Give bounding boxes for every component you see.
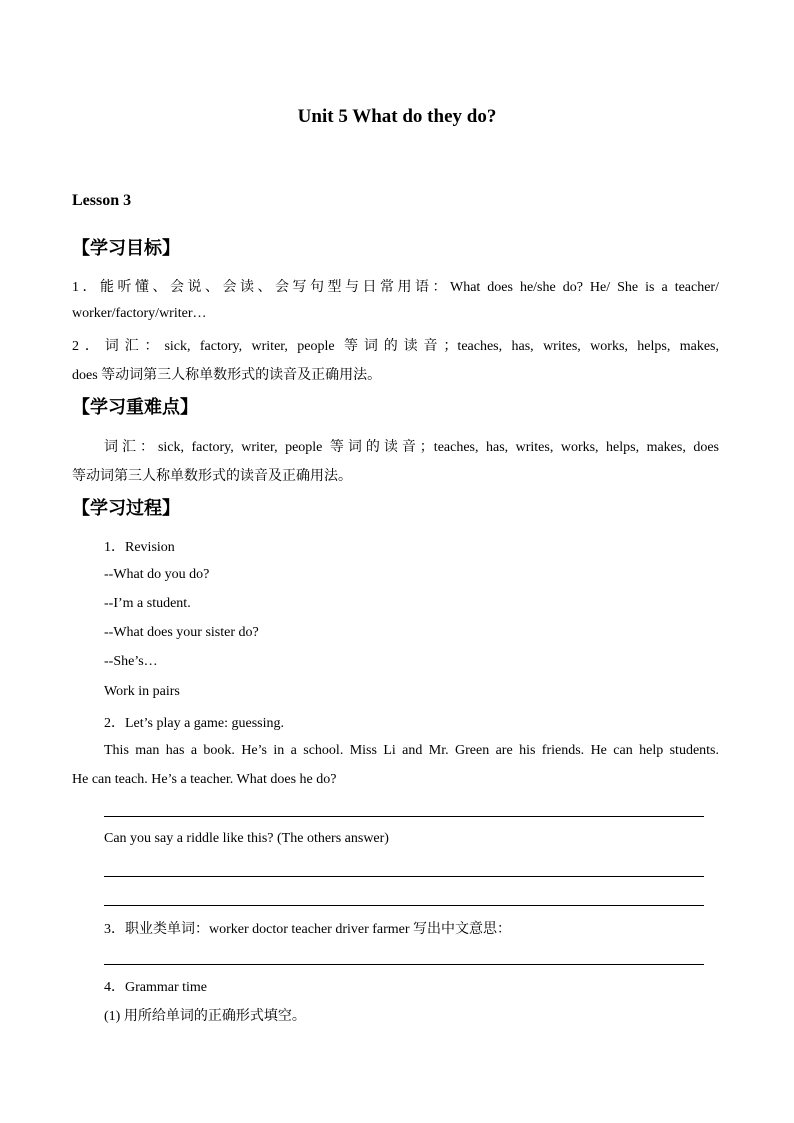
step-1-revision: 1．Revision	[104, 540, 175, 555]
answer-line[interactable]	[104, 964, 704, 965]
section-heading-key-points: 【学习重难点】	[72, 397, 198, 417]
dialogue-line: --What does your sister do?	[104, 625, 259, 640]
answer-line[interactable]	[104, 905, 704, 906]
page-title: Unit 5 What do they do?	[297, 106, 497, 127]
key-points-line-2: 等动词第三人称单数形式的读音及正确用法。	[72, 469, 352, 484]
riddle-line-1: This man has a book. He’s in a school. Miss Li and Mr. Green are his friends. He can help students.	[104, 743, 719, 758]
dialogue-line: --She’s…	[104, 654, 158, 669]
step-4-sub-instruction: (1) 用所给单词的正确形式填空。	[104, 1009, 306, 1024]
step-3-occupations: 3．职业类单词：worker doctor teacher driver farmer 写出中文意思：	[104, 922, 512, 937]
section-heading-process: 【学习过程】	[72, 498, 180, 518]
dialogue-line: --What do you do?	[104, 567, 210, 582]
riddle-line-2: He can teach. He’s a teacher. What does he do?	[72, 772, 337, 787]
objective-1-line-1: 1．能听懂、会说、会读、会写句型与日常用语：What does he/she do? He/ She is a teacher/	[72, 280, 719, 295]
key-points-line-1: 词汇：sick, factory, writer, people 等词的读音；teaches, has, writes, works, helps, makes, does	[104, 440, 719, 455]
lesson-label: Lesson 3	[72, 192, 132, 209]
riddle-prompt: Can you say a riddle like this? (The others answer)	[104, 831, 389, 846]
work-in-pairs: Work in pairs	[104, 684, 180, 699]
step-4-grammar: 4．Grammar time	[104, 980, 208, 995]
dialogue-line: --I’m a student.	[104, 596, 191, 611]
answer-line[interactable]	[104, 816, 704, 817]
step-2-game: 2．Let’s play a game: guessing.	[104, 716, 285, 731]
objective-1-line-2: worker/factory/writer…	[72, 306, 207, 321]
objective-2-line-1: 2．词汇：sick, factory, writer, people 等词的读音；teaches, has, writes, works, helps, makes,	[72, 339, 719, 354]
answer-line[interactable]	[104, 876, 704, 877]
objective-2-line-2: does 等动词第三人称单数形式的读音及正确用法。	[72, 368, 382, 383]
section-heading-objectives: 【学习目标】	[72, 238, 180, 258]
